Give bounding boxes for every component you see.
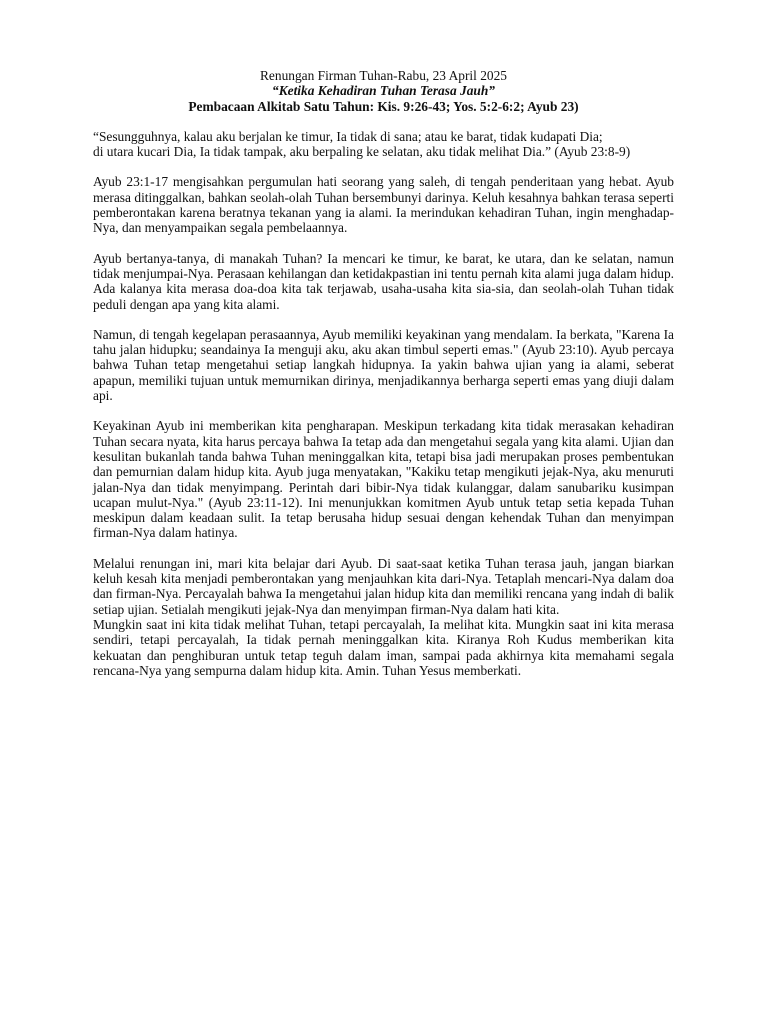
devotional-title: “Ketika Kehadiran Tuhan Terasa Jauh”	[272, 83, 495, 99]
paragraph: Melalui renungan ini, mari kita belajar dari Ayub. Di saat-saat ketika Tuhan terasa jauh, jangan biarkan keluh kesah kita menjadi pemberontakan yang menjauhkan kita dari-Nya. Tetaplah mencari-Nya dalam doa dan firman-Nya. Percayalah bahwa Ia mengetahui jalan hidup kita dan memiliki rencana yang indah di balik setiap ujian. Setialah mengikuti jejak-Nya dan menyimpan firman-Nya dalam hati kita.	[93, 555, 674, 617]
paragraph: Ayub 23:1-17 mengisahkan pergumulan hati seorang yang saleh, di tengah penderitaan yang hebat. Ayub merasa ditinggalkan, bahkan seolah-olah Tuhan bersembunyi darinya. Keluh kesahnya bahkan terasa seperti pemberontakan karena beratnya tekanan yang ia alami. Ia merindukan kehadiran Tuhan, ingin menghadap-Nya, dan menyampaikan segala pembelaannya.	[93, 174, 674, 236]
paragraph: Ayub bertanya-tanya, di manakah Tuhan? Ia mencari ke timur, ke barat, ke utara, dan ke selatan, namun tidak menjumpai-Nya. Perasaan kehilangan dan ketidakpastian ini tentu pernah kita alami juga dalam hidup. Ada kalanya kita merasa doa-doa kita tak terjawab, usaha-usaha kita sia-sia, dan seolah-olah Tuhan tidak peduli dengan apa yang kita alami.	[93, 250, 674, 312]
key-verse	[93, 129, 674, 160]
date-line: Renungan Firman Tuhan-Rabu, 23 April 2025	[260, 68, 507, 83]
bible-reading-line: Pembacaan Alkitab Satu Tahun: Kis. 9:26-43; Yos. 5:2-6:2; Ayub 23)	[188, 98, 579, 114]
key-verse-line: “Sesungguhnya, kalau aku berjalan ke timur, Ia tidak di sana; atau ke barat, tidak kudapati Dia;	[93, 128, 603, 144]
document-header	[93, 68, 674, 114]
paragraph: Namun, di tengah kegelapan perasaannya, Ayub memiliki keyakinan yang mendalam. Ia berkata, "Karena Ia tahu jalan hidupku; seandainya Ia menguji aku, aku akan timbul seperti emas." (Ayub 23:10). Ayub percaya bahwa Tuhan tetap mengetahui setiap langkah hidupnya. Ia yakin bahwa ujian yang ia alami, seberat apapun, memiliki tujuan untuk memurnikan dirinya, menjadikannya berharga seperti emas yang diuji dalam api.	[93, 326, 674, 404]
paragraph: Keyakinan Ayub ini memberikan kita pengharapan. Meskipun terkadang kita tidak merasakan kehadiran Tuhan secara nyata, kita harus percaya bahwa Ia tetap ada dan mengetahui segala yang kita alami. Ujian dan kesulitan bukanlah tanda bahwa Tuhan meninggalkan kita, tetapi bisa jadi merupakan proses pembentukan dan pemurnian dalam hidup kita. Ayub juga menyatakan, "Kakiku tetap mengikuti jejak-Nya, aku menuruti jalan-Nya dan tidak menyimpang. Perintah dari bibir-Nya tidak kulanggar, dalam sanubariku kusimpan ucapan mulut-Nya." (Ayub 23:11-12). Ini menunjukkan komitmen Ayub untuk tetap setia kepada Tuhan meskipun dalam keadaan sulit. Ia tetap berusaha hidup sesuai dengan kehendak Tuhan dan menyimpan firman-Nya dalam hatinya.	[93, 418, 674, 541]
devotional-page	[93, 68, 674, 678]
key-verse-line: di utara kucari Dia, Ia tidak tampak, aku berpaling ke selatan, aku tidak melihat Dia.” (Ayub 23:8-9)	[93, 144, 631, 160]
closing-paragraph: Mungkin saat ini kita tidak melihat Tuhan, tetapi percayalah, Ia melihat kita. Mungkin saat ini kita merasa sendiri, tetapi percayalah, Ia tidak pernah meninggalkan kita. Kiranya Roh Kudus memberikan kita kekuatan dan penghiburan untuk tetap teguh dalam iman, sampai pada akhirnya kita memahami segala rencana-Nya yang sempurna dalam hidup kita. Amin. Tuhan Yesus memberkati.	[93, 616, 674, 678]
